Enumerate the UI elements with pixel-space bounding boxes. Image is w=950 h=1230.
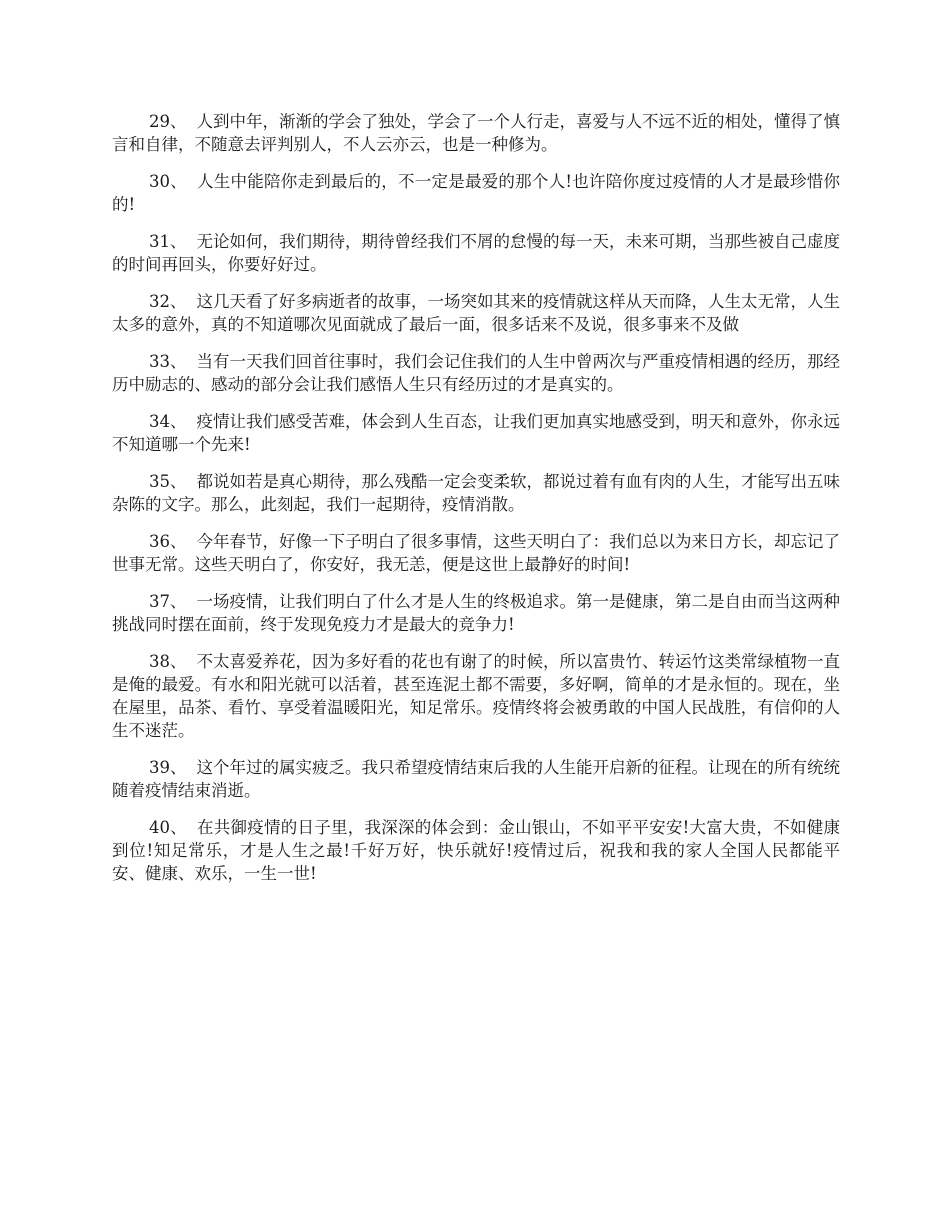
paragraph-39 (112, 756, 840, 802)
paragraph-36 (112, 530, 840, 576)
paragraph-number: 35、 (149, 472, 187, 491)
paragraph-text: 一场疫情，让我们明白了什么才是人生的终极追求。第一是健康，第二是自由而当这两种挑战同时摆在面前，终于发现免疫力才是最大的竞争力! (112, 592, 840, 634)
paragraph-number: 38、 (149, 652, 187, 671)
paragraph-text: 在共御疫情的日子里，我深深的体会到：金山银山，不如平平安安!大富大贵，不如健康到位!知足常乐，才是人生之最!千好万好，快乐就好!疫情过后，祝我和我的家人全国人民都能平安、健康、欢乐，一生一世! (112, 818, 840, 883)
paragraph-text: 无论如何，我们期待，期待曾经我们不屑的怠慢的每一天，未来可期，当那些被自己虚度的时间再回头，你要好好过。 (112, 232, 840, 274)
paragraph-text: 人到中年，渐渐的学会了独处，学会了一个人行走，喜爱与人不远不近的相处，懂得了慎言和自律，不随意去评判别人，不人云亦云，也是一种修为。 (112, 112, 840, 154)
paragraph-29 (112, 110, 840, 156)
document-page (112, 110, 840, 899)
paragraph-text: 今年春节，好像一下子明白了很多事情，这些天明白了：我们总以为来日方长，却忘记了世事无常。这些天明白了，你安好，我无恙，便是这世上最静好的时间! (112, 532, 840, 574)
paragraph-32 (112, 290, 840, 336)
paragraph-text: 人生中能陪你走到最后的，不一定是最爱的那个人!也许陪你度过疫情的人才是最珍惜你的! (112, 172, 840, 214)
paragraph-number: 32、 (149, 292, 187, 311)
paragraph-text: 不太喜爱养花，因为多好看的花也有谢了的时候，所以富贵竹、转运竹这类常绿植物一直是俺的最爱。有水和阳光就可以活着，甚至连泥土都不需要，多好啊，简单的才是永恒的。现在，坐在屋里，品茶、看竹、享受着温暖阳光，知足常乐。疫情终将会被勇敢的中国人民战胜，有信仰的人生不迷茫。 (112, 652, 840, 740)
paragraph-number: 39、 (149, 758, 187, 777)
paragraph-text: 这几天看了好多病逝者的故事，一场突如其来的疫情就这样从天而降，人生太无常，人生太多的意外，真的不知道哪次见面就成了最后一面，很多话来不及说，很多事来不及做 (112, 292, 840, 334)
paragraph-33 (112, 350, 840, 396)
paragraph-31 (112, 230, 840, 276)
paragraph-text: 这个年过的属实疲乏。我只希望疫情结束后我的人生能开启新的征程。让现在的所有统统随着疫情结束消逝。 (112, 758, 840, 800)
paragraph-38 (112, 650, 840, 742)
paragraph-number: 33、 (149, 352, 187, 371)
paragraph-number: 29、 (149, 112, 187, 131)
paragraph-40 (112, 816, 840, 885)
paragraph-number: 34、 (149, 412, 187, 431)
paragraph-number: 36、 (149, 532, 187, 551)
paragraph-35 (112, 470, 840, 516)
paragraph-text: 疫情让我们感受苦难，体会到人生百态，让我们更加真实地感受到，明天和意外，你永远不知道哪一个先来! (112, 412, 840, 454)
paragraph-number: 40、 (149, 818, 187, 837)
paragraph-37 (112, 590, 840, 636)
paragraph-30 (112, 170, 840, 216)
paragraph-number: 31、 (149, 232, 187, 251)
paragraph-number: 37、 (149, 592, 187, 611)
paragraph-34 (112, 410, 840, 456)
paragraph-text: 都说如若是真心期待，那么残酷一定会变柔软，都说过着有血有肉的人生，才能写出五味杂陈的文字。那么，此刻起，我们一起期待，疫情消散。 (112, 472, 840, 514)
paragraph-text: 当有一天我们回首往事时，我们会记住我们的人生中曾两次与严重疫情相遇的经历，那经历中励志的、感动的部分会让我们感悟人生只有经历过的才是真实的。 (112, 352, 840, 394)
paragraph-number: 30、 (149, 172, 187, 191)
